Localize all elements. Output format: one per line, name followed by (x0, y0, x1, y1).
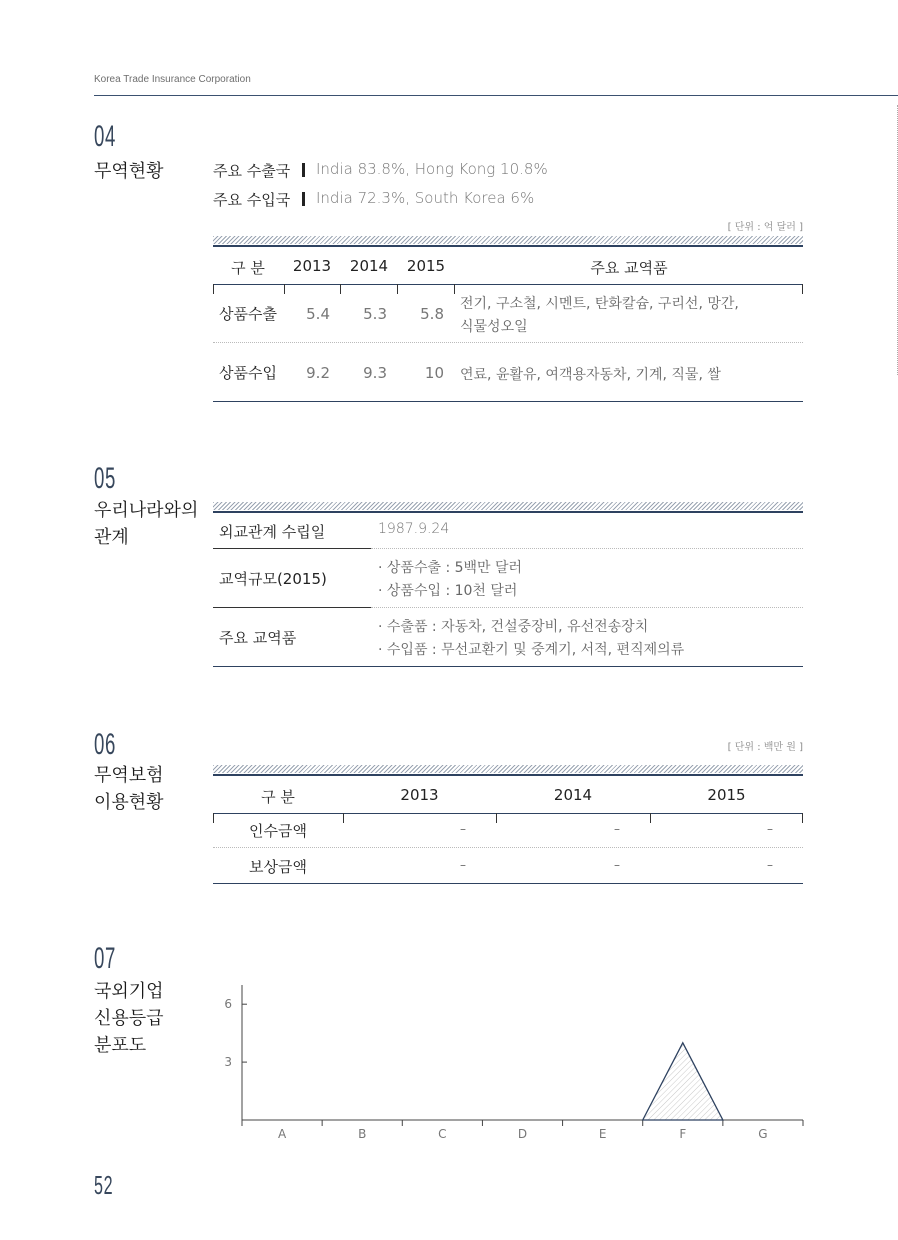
export-divider (302, 163, 305, 177)
relation-value: 1987.9.24 (378, 521, 450, 537)
s04-th-2014: 2014 (349, 257, 389, 275)
table-row-label: 상품수출 (219, 305, 277, 323)
y-tick-label: 3 (224, 1055, 232, 1070)
s04-th-2013: 2013 (292, 257, 332, 275)
tick (802, 284, 803, 294)
section-07-number: 07 (94, 942, 116, 975)
table-cell: 10 (424, 364, 444, 382)
table-cell: 9.2 (306, 364, 330, 382)
page-number: 52 (94, 1170, 114, 1200)
s05-top-rule (213, 511, 803, 513)
s04-unit: [ 단위 : 억 달러 ] (727, 222, 803, 233)
table-cell: – (460, 858, 466, 872)
insurance-row-label: 보상금액 (249, 858, 307, 876)
row-divider (213, 847, 803, 848)
section-05-number: 05 (94, 462, 116, 495)
s06-header-rule (213, 813, 803, 814)
s06-top-rule (213, 774, 803, 776)
table-cell-items: 전기, 구소철, 시멘트, 탄화칼슘, 구리선, 망간, (460, 296, 739, 312)
x-tick-label: D (517, 1127, 528, 1141)
label-rule (213, 607, 371, 608)
relation-label: 주요 교역품 (219, 629, 297, 647)
s06-bottom-rule (213, 883, 803, 884)
tick (284, 284, 285, 294)
section-06-number: 06 (94, 728, 116, 761)
import-divider (302, 192, 305, 206)
section-07-title-line2: 신용등급 (94, 1008, 164, 1029)
s06-th-2014: 2014 (553, 786, 593, 804)
s04-th-2015: 2015 (406, 257, 446, 275)
tick (496, 813, 497, 823)
s06-th-category: 구 분 (261, 788, 295, 806)
table-cell-items: 식물성오일 (460, 319, 528, 335)
section-04-title: 무역현황 (94, 161, 164, 182)
table-cell: – (460, 822, 466, 836)
section-06-title-line1: 무역보험 (94, 765, 164, 786)
tick (213, 284, 214, 294)
s04-hatch (213, 236, 803, 244)
insurance-row-label: 인수금액 (249, 822, 307, 840)
tick (802, 813, 803, 823)
relation-value: · 상품수출 : 5백만 달러 (378, 560, 523, 576)
x-tick-label: E (598, 1127, 607, 1141)
table-cell: 9.3 (363, 364, 387, 382)
s05-hatch (213, 502, 803, 510)
x-tick-label: C (438, 1127, 447, 1141)
s06-th-2013: 2013 (400, 786, 439, 804)
relation-value: · 상품수입 : 10천 달러 (378, 583, 518, 599)
section-06-title-line2: 이용현황 (94, 792, 164, 813)
table-row-label: 상품수입 (219, 364, 277, 382)
table-cell: 5.3 (363, 305, 387, 323)
import-label: 주요 수입국 (213, 191, 291, 209)
table-cell: – (767, 858, 773, 872)
table-cell: 5.4 (306, 305, 330, 323)
x-tick-label: B (358, 1127, 367, 1141)
s06-hatch (213, 765, 803, 773)
table-cell: – (614, 858, 620, 872)
row-divider (213, 342, 803, 343)
section-07-title-line3: 분포도 (94, 1035, 147, 1056)
tick (454, 284, 455, 294)
tick (650, 813, 651, 823)
x-tick-label: A (277, 1127, 287, 1141)
section-07-title-line1: 국외기업 (94, 981, 164, 1002)
row-divider (371, 548, 803, 549)
import-value: India 72.3%, South Korea 6% (316, 189, 535, 207)
row-divider (371, 607, 803, 608)
x-tick-label: G (758, 1127, 768, 1141)
export-value: India 83.8%, Hong Kong 10.8% (316, 160, 548, 178)
s04-top-rule (213, 245, 803, 247)
section-04-number: 04 (94, 120, 116, 153)
header-company: Korea Trade Insurance Corporation (94, 74, 251, 85)
s06-unit: [ 단위 : 백만 원 ] (727, 742, 803, 753)
relation-value: · 수입품 : 무선교환기 및 중계기, 서적, 편직제의류 (378, 642, 685, 658)
tick (343, 813, 344, 823)
section-05-title-line1: 우리나라와의 (94, 500, 199, 521)
table-cell: – (767, 822, 773, 836)
y-tick-label: 6 (224, 997, 232, 1012)
table-cell-items: 연료, 윤활유, 여객용자동차, 기계, 직물, 쌀 (460, 367, 721, 383)
relation-value: · 수출품 : 자동차, 건설중장비, 유선전송장치 (378, 619, 649, 635)
section-05-title-line2: 관계 (94, 527, 129, 548)
tick (340, 284, 341, 294)
s04-th-category: 구 분 (231, 259, 265, 277)
tick (397, 284, 398, 294)
header-rule (94, 95, 898, 96)
rating-distribution-chart (200, 985, 820, 1145)
s04-header-rule (213, 284, 803, 285)
s05-bottom-rule (213, 666, 803, 667)
table-cell: – (614, 822, 620, 836)
table-cell: 5.8 (420, 305, 444, 323)
label-rule (213, 548, 371, 549)
s06-th-2015: 2015 (707, 786, 746, 804)
s04-bottom-rule (213, 401, 803, 402)
relation-label: 외교관계 수립일 (219, 523, 326, 541)
relation-label: 교역규모(2015) (219, 570, 327, 588)
export-label: 주요 수출국 (213, 162, 291, 180)
s04-th-items: 주요 교역품 (590, 259, 668, 277)
data-peak-F (643, 1043, 723, 1120)
x-tick-label: F (679, 1127, 687, 1141)
